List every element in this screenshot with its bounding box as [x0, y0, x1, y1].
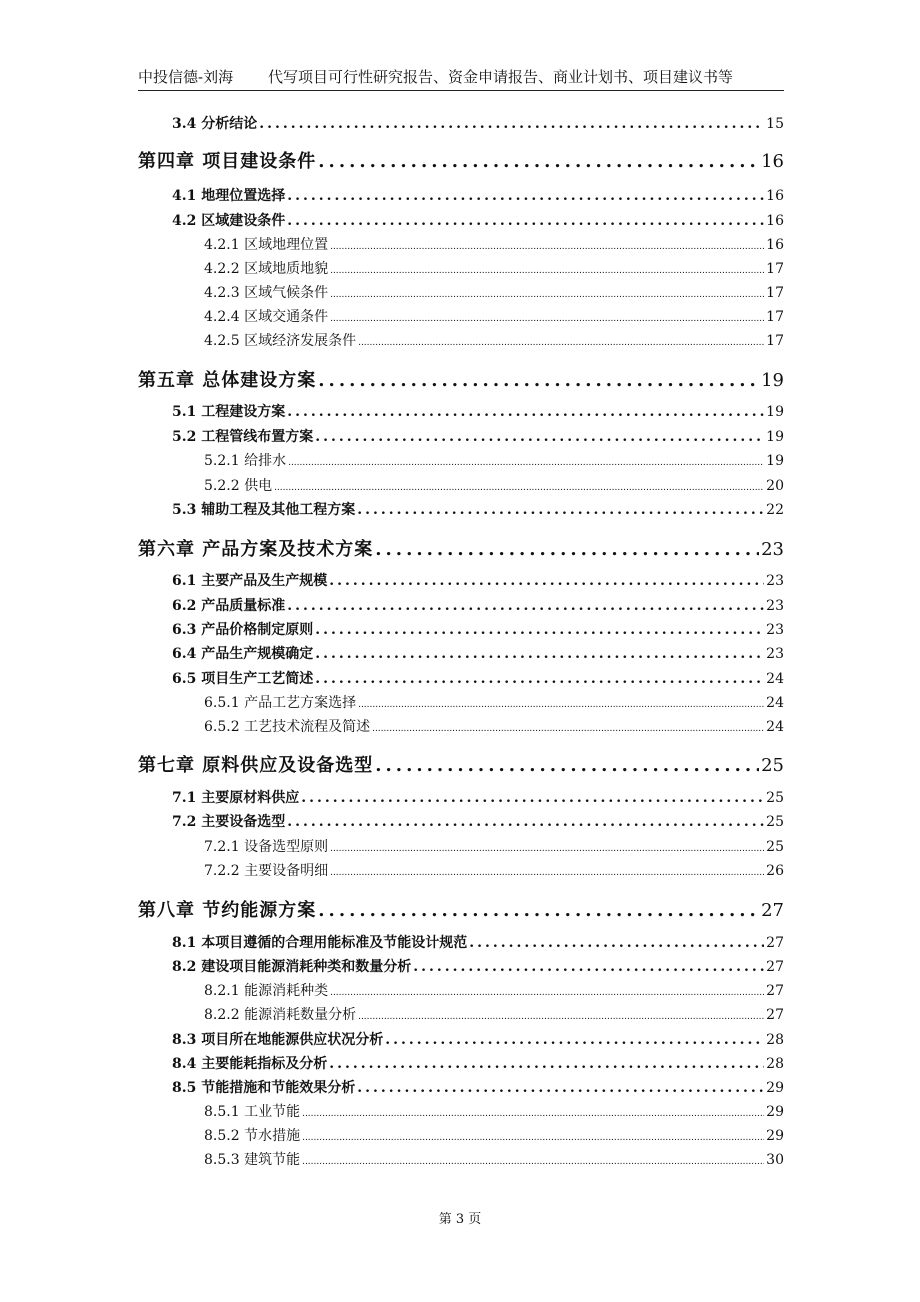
toc-entry-sub[interactable] — [204, 836, 784, 856]
toc-entry-title: 第七章 原料供应及设备选型 — [138, 755, 374, 776]
toc-entry-title: 5.3 辅助工程及其他工程方案 — [172, 502, 356, 518]
dot-leader — [302, 1157, 764, 1167]
dot-leader — [315, 646, 764, 662]
toc-entry-section[interactable] — [172, 932, 784, 952]
toc-entry-section[interactable] — [172, 619, 784, 639]
toc-entry-title: 8.3 项目所在地能源供应状况分析 — [172, 1032, 384, 1048]
toc-entry-title: 6.3 产品价格制定原则 — [172, 622, 314, 638]
toc-entry-page: 16 — [766, 188, 784, 204]
dot-leader — [302, 1133, 764, 1143]
toc-entry-section[interactable] — [172, 668, 784, 688]
toc-entry-title: 4.2.5 区域经济发展条件 — [204, 333, 357, 349]
dot-leader — [358, 338, 764, 348]
dot-leader — [330, 242, 764, 252]
toc-entry-section[interactable] — [172, 210, 784, 230]
toc-entry-title: 4.2.2 区域地质地貌 — [204, 261, 329, 277]
toc-entry-page: 23 — [766, 573, 784, 589]
toc-entry-title: 6.4 产品生产规模确定 — [172, 646, 314, 662]
toc-entry-title: 8.5 节能措施和节能效果分析 — [172, 1080, 356, 1096]
dot-leader — [259, 116, 764, 132]
toc-entry-title: 第五章 总体建设方案 — [138, 370, 317, 391]
toc-entry-sub[interactable] — [204, 1004, 784, 1024]
toc-entry-title: 5.1 工程建设方案 — [172, 404, 286, 420]
toc-entry-section[interactable] — [172, 595, 784, 615]
toc-entry-page: 19 — [766, 453, 784, 469]
dot-leader — [287, 213, 764, 229]
dot-leader — [385, 1032, 764, 1048]
toc-entry-section[interactable] — [172, 499, 784, 519]
toc-entry-title: 4.2.1 区域地理位置 — [204, 237, 329, 253]
toc-entry-page: 19 — [766, 404, 784, 420]
dot-leader — [302, 1109, 764, 1119]
toc-entry-title: 7.2.1 设备选型原则 — [204, 839, 329, 855]
toc-entry-page: 17 — [766, 333, 784, 349]
dot-leader — [315, 671, 764, 687]
dot-leader — [287, 814, 764, 830]
dot-leader — [330, 988, 764, 998]
dot-leader — [318, 151, 759, 172]
toc-entry-chapter[interactable] — [138, 751, 784, 777]
toc-entry-page: 24 — [766, 719, 784, 735]
toc-entry-title: 6.5.1 产品工艺方案选择 — [204, 695, 357, 711]
dot-leader — [288, 458, 764, 468]
dot-leader — [469, 935, 764, 951]
toc-entry-sub[interactable] — [204, 282, 784, 302]
toc-entry-page: 27 — [766, 983, 784, 999]
toc-entry-sub[interactable] — [204, 306, 784, 326]
dot-leader — [375, 539, 759, 560]
toc-entry-page: 23 — [766, 598, 784, 614]
dot-leader — [301, 790, 764, 806]
toc-entry-sub[interactable] — [204, 860, 784, 880]
toc-entry-title: 4.2 区域建设条件 — [172, 213, 286, 229]
toc-entry-title: 5.2 工程管线布置方案 — [172, 429, 314, 445]
toc-entry-title: 6.1 主要产品及生产规模 — [172, 573, 328, 589]
toc-entry-page: 17 — [766, 285, 784, 301]
toc-entry-page: 25 — [766, 790, 784, 806]
toc-entry-section[interactable] — [172, 185, 784, 205]
toc-entry-page: 27 — [766, 959, 784, 975]
toc-entry-page: 27 — [766, 935, 784, 951]
toc-entry-sub[interactable] — [204, 234, 784, 254]
toc-entry-title: 4.2.3 区域气候条件 — [204, 285, 329, 301]
dot-leader — [330, 314, 764, 324]
dot-leader — [413, 959, 764, 975]
toc-entry-title: 5.2.2 供电 — [204, 478, 273, 494]
toc-entry-chapter[interactable] — [138, 147, 784, 173]
toc-entry-sub[interactable] — [204, 716, 784, 736]
toc-entry-title: 6.5.2 工艺技术流程及简述 — [204, 719, 371, 735]
toc-entry-title: 7.2.2 主要设备明细 — [204, 863, 329, 879]
dot-leader — [372, 724, 764, 734]
toc-entry-sub[interactable] — [204, 330, 784, 350]
toc-entry-title: 4.1 地理位置选择 — [172, 188, 286, 204]
toc-entry-page: 23 — [766, 622, 784, 638]
toc-entry-page: 23 — [766, 646, 784, 662]
dot-leader — [315, 429, 764, 445]
toc-entry-section[interactable] — [172, 401, 784, 421]
toc-entry-title: 7.1 主要原材料供应 — [172, 790, 300, 806]
toc-entry-title: 6.5 项目生产工艺简述 — [172, 671, 314, 687]
toc-entry-page: 17 — [766, 261, 784, 277]
toc-entry-chapter[interactable] — [138, 896, 784, 922]
toc-entry-title: 第六章 产品方案及技术方案 — [138, 539, 374, 560]
toc-entry-section[interactable] — [172, 643, 784, 663]
toc-entry-page: 19 — [761, 370, 784, 391]
toc-entry-title: 8.5.1 工业节能 — [204, 1104, 301, 1120]
toc-entry-title: 8.4 主要能耗指标及分析 — [172, 1056, 328, 1072]
toc-entry-page: 24 — [766, 695, 784, 711]
dot-leader — [330, 868, 764, 878]
toc-entry-section[interactable] — [172, 1053, 784, 1073]
dot-leader — [358, 1012, 764, 1022]
toc-entry-title: 8.2.1 能源消耗种类 — [204, 983, 329, 999]
toc-entry-page: 26 — [766, 863, 784, 879]
toc-entry-sub[interactable] — [204, 1125, 784, 1145]
toc-entry-sub[interactable] — [204, 475, 784, 495]
toc-entry-section[interactable] — [172, 956, 784, 976]
toc-entry-title: 8.2 建设项目能源消耗种类和数量分析 — [172, 959, 412, 975]
toc-entry-sub[interactable] — [204, 980, 784, 1000]
header-tagline: 代写项目可行性研究报告、资金申请报告、商业计划书、项目建议书等 — [268, 68, 734, 86]
toc-entry-page: 19 — [766, 429, 784, 445]
toc-entry-page: 25 — [761, 755, 784, 776]
dot-leader — [318, 900, 759, 921]
toc-entry-title: 8.5.3 建筑节能 — [204, 1152, 301, 1168]
toc-entry-section[interactable] — [172, 787, 784, 807]
toc-entry-section[interactable] — [172, 1029, 784, 1049]
toc-entry-title: 8.5.2 节水措施 — [204, 1128, 301, 1144]
toc-entry-title: 3.4 分析结论 — [172, 116, 258, 132]
dot-leader — [287, 598, 764, 614]
toc-entry-sub[interactable] — [204, 258, 784, 278]
toc-entry-sub[interactable] — [204, 692, 784, 712]
dot-leader — [274, 483, 764, 493]
toc-entry-page: 25 — [766, 814, 784, 830]
toc-entry-section[interactable] — [172, 1077, 784, 1097]
toc-entry-page: 16 — [766, 213, 784, 229]
toc-entry-page: 27 — [761, 900, 784, 921]
toc-entry-page: 24 — [766, 671, 784, 687]
dot-leader — [287, 404, 764, 420]
dot-leader — [358, 700, 764, 710]
toc-entry-title: 8.2.2 能源消耗数量分析 — [204, 1007, 357, 1023]
toc-entry-title: 第四章 项目建设条件 — [138, 151, 317, 172]
toc-entry-page: 28 — [766, 1032, 784, 1048]
toc-entry-sub[interactable] — [204, 1101, 784, 1121]
toc-entry-sub[interactable] — [204, 1149, 784, 1169]
toc-entry-page: 28 — [766, 1056, 784, 1072]
toc-entry-title: 4.2.4 区域交通条件 — [204, 309, 329, 325]
toc-entry-section[interactable] — [172, 113, 784, 133]
toc-entry-title: 7.2 主要设备选型 — [172, 814, 286, 830]
dot-leader — [287, 188, 764, 204]
toc-entry-title: 6.2 产品质量标准 — [172, 598, 286, 614]
toc-entry-chapter[interactable] — [138, 535, 784, 561]
toc-entry-page: 29 — [766, 1080, 784, 1096]
toc-entry-page: 22 — [766, 502, 784, 518]
toc-entry-page: 23 — [761, 539, 784, 560]
toc-entry-page: 29 — [766, 1104, 784, 1120]
toc-entry-title: 8.1 本项目遵循的合理用能标准及节能设计规范 — [172, 935, 468, 951]
toc-entry-page: 15 — [766, 116, 784, 132]
dot-leader — [330, 290, 764, 300]
dot-leader — [375, 755, 759, 776]
toc-entry-page: 29 — [766, 1128, 784, 1144]
toc-entry-chapter[interactable] — [138, 366, 784, 392]
dot-leader — [330, 266, 764, 276]
dot-leader — [357, 1080, 764, 1096]
toc-entry-page: 16 — [761, 151, 784, 172]
dot-leader — [330, 844, 764, 854]
toc-entry-title: 5.2.1 给排水 — [204, 453, 287, 469]
toc-entry-page: 20 — [766, 478, 784, 494]
header-author: 中投信德-刘海 — [138, 68, 234, 86]
toc-entry-page: 17 — [766, 309, 784, 325]
dot-leader — [329, 573, 764, 589]
dot-leader — [318, 370, 759, 391]
toc-entry-section[interactable] — [172, 811, 784, 831]
page-number: 第 3 页 — [438, 1212, 482, 1227]
toc-entry-page: 27 — [766, 1007, 784, 1023]
dot-leader — [329, 1056, 764, 1072]
toc-entry-section[interactable] — [172, 570, 784, 590]
dot-leader — [315, 622, 764, 638]
toc-entry-sub[interactable] — [204, 450, 784, 470]
toc-entry-page: 25 — [766, 839, 784, 855]
toc-entry-page: 16 — [766, 237, 784, 253]
toc-entry-page: 30 — [766, 1152, 784, 1168]
toc-entry-section[interactable] — [172, 426, 784, 446]
dot-leader — [357, 502, 764, 518]
toc-entry-title: 第八章 节约能源方案 — [138, 900, 317, 921]
